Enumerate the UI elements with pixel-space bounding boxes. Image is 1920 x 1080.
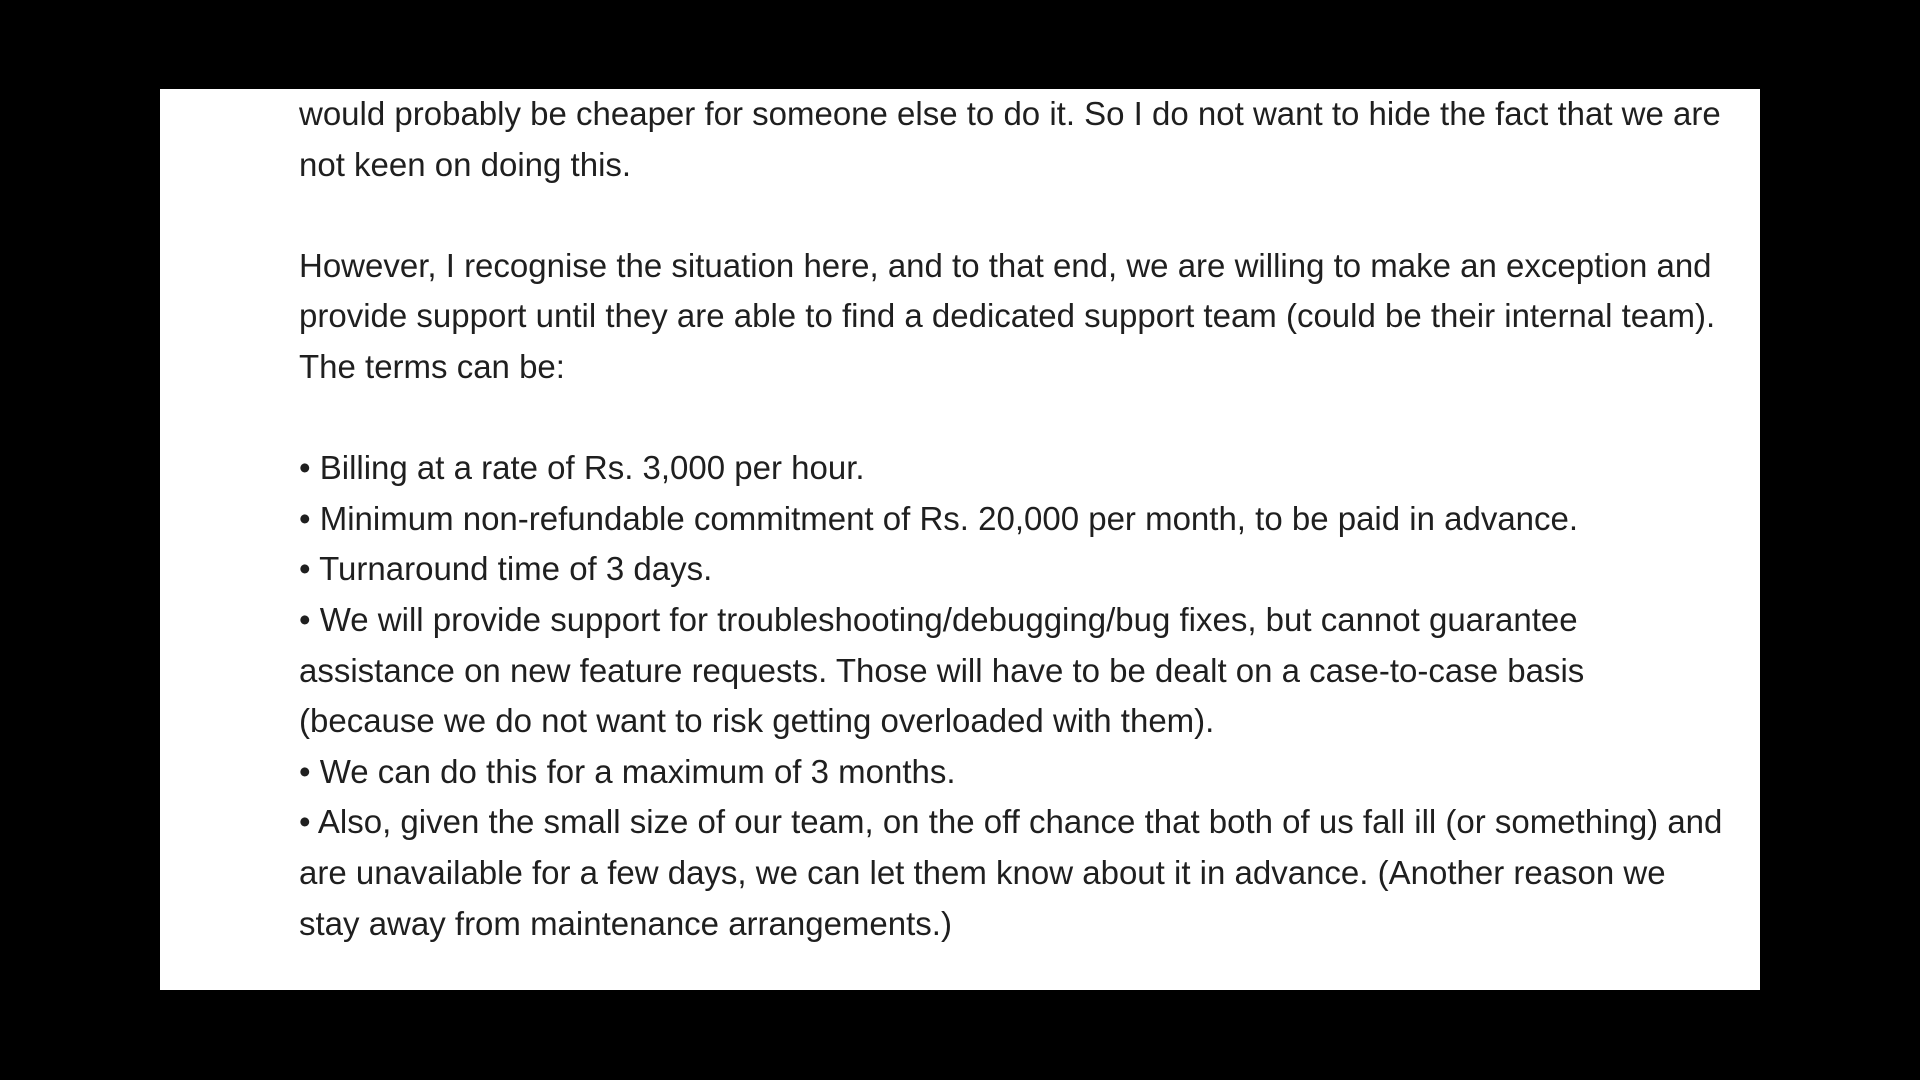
list-item-minimum-commitment: • Minimum non-refundable commitment of Rs. 20,000 per month, to be paid in advance. [299,499,1579,537]
paragraph-spacer [299,190,1729,241]
list-item-turnaround: • Turnaround time of 3 days. [299,550,713,588]
terms-list [299,443,1729,949]
list-item-availability: • Also, given the small size of our team, on the off chance that both of us fall ill (or something) and are unavailable for a few days, we can let them know about it in advance. (Another reason we stay away from maintenance arrangements.) [299,803,1723,942]
paragraph-spacer [299,393,1729,444]
paragraph-intro: would probably be cheaper for someone else to do it. So I do not want to hide the fact that we are not keen on doing this. [299,95,1721,183]
paragraph-terms: However, I recognise the situation here, and to that end, we are willing to make an exception and provide support until they are able to find a dedicated support team (could be their internal team). The terms can be: [299,246,1716,385]
list-item-duration: • We can do this for a maximum of 3 months. [299,752,956,790]
document-page [160,89,1760,990]
email-body [299,89,1729,949]
list-item-support-scope: • We will provide support for troubleshooting/debugging/bug fixes, but cannot guarantee assistance on new feature requests. Those will have to be dealt on a case-to-case basis (because we do not want to risk getting overloaded with them). [299,600,1585,740]
list-item-billing-rate: • Billing at a rate of Rs. 3,000 per hour. [299,449,865,487]
